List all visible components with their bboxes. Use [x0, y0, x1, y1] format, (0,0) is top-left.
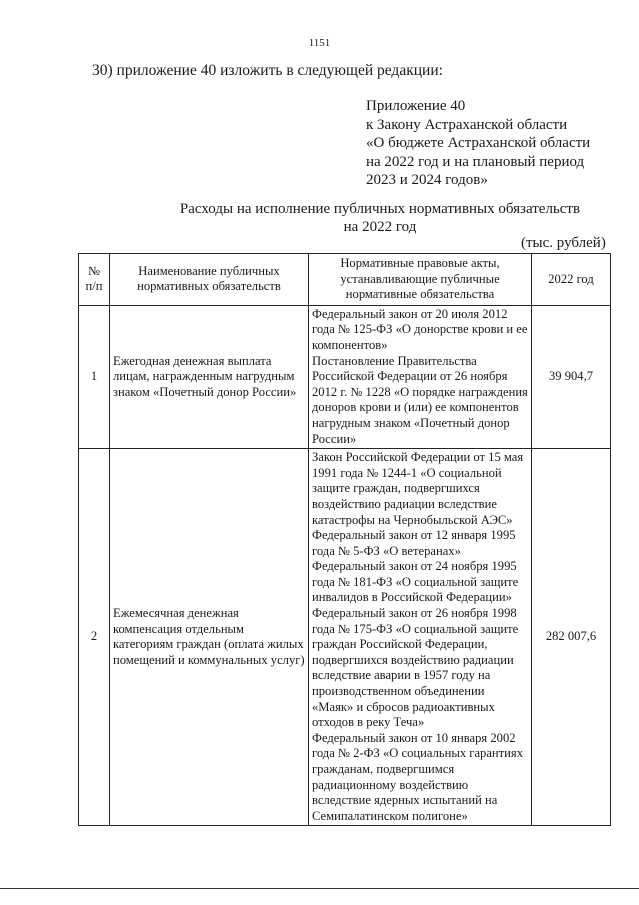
units-label: (тыс. рублей): [521, 235, 606, 251]
table-row: [79, 449, 611, 826]
legal-act: Закон Российской Федерации от 15 мая 1991 года № 1244-1 «О социальной защите граждан, подвергшихся воздействию радиации вследствие катастрофы на Чернобыльской АЭС»: [312, 450, 524, 527]
legal-act: Федеральный закон от 20 июля 2012 года № 125-ФЗ «О донорстве крови и ее компонентов»: [312, 306, 528, 352]
header-acts: Нормативные правовые акты, устанавливающие публичные нормативные обязательства: [309, 254, 532, 306]
header-year: 2022 год: [532, 254, 611, 306]
header-name: Наименование публичных нормативных обязательств: [110, 254, 309, 306]
legal-acts: [309, 305, 532, 448]
title-line: Расходы на исполнение публичных нормативных обязательств: [179, 201, 581, 217]
obligations-table: [78, 253, 611, 826]
table-row: [79, 305, 611, 448]
legal-acts: [309, 449, 532, 826]
legal-act: Федеральный закон от 24 ноября 1995 года № 181-ФЗ «О социальной защите инвалидов в Российской Федерации»: [312, 559, 519, 605]
amendment-instruction: 30) приложение 40 изложить в следующей редакции:: [92, 62, 443, 79]
document-title: [0, 200, 639, 236]
amount-2022: 282 007,6: [532, 449, 611, 826]
bottom-rule: [0, 888, 639, 889]
appendix-line: Приложение 40: [366, 98, 466, 114]
obligation-name: Ежегодная денежная выплата лицам, награжденным нагрудным знаком «Почетный донор России»: [110, 305, 309, 448]
row-number: 1: [79, 305, 110, 448]
header-num: № п/п: [79, 254, 110, 306]
amount-2022: 39 904,7: [532, 305, 611, 448]
legal-act: Федеральный закон от 10 января 2002 года № 2-ФЗ «О социальных гарантиях гражданам, подвергшимся радиационному воздействию вследствие ядерных испытаний на Семипалатинском полигоне»: [312, 730, 523, 823]
appendix-line: «О бюджете Астраханской области: [366, 135, 591, 151]
table-body: [79, 305, 611, 826]
appendix-heading: [366, 97, 590, 190]
page-number: 1151: [308, 37, 331, 49]
obligation-name: Ежемесячная денежная компенсация отдельным категориям граждан (оплата жилых помещений и коммунальных услуг): [110, 449, 309, 826]
row-number: 2: [79, 449, 110, 826]
appendix-line: к Закону Астраханской области: [366, 116, 568, 133]
table-header-row: [79, 254, 611, 306]
title-line: на 2022 год: [343, 219, 417, 235]
legal-act: Постановление Правительства Российской Федерации от 26 ноября 2012 г. № 1228 «О порядке награждения доноров крови и (или) ее компонентов нагрудным знаком «Почетный донор России»: [312, 353, 528, 446]
appendix-line: на 2022 год и на плановый период: [366, 153, 585, 170]
legal-act: Федеральный закон от 12 января 1995 года № 5-ФЗ «О ветеранах»: [312, 528, 516, 558]
appendix-line: 2023 и 2024 годов»: [366, 172, 488, 188]
legal-act: Федеральный закон от 26 ноября 1998 года № 175-ФЗ «О социальной защите граждан Российской Федерации, подвергшихся воздействию радиации вследствие аварии в 1957 году на производственном объединении «Маяк» и сбросов радиоактивных отходов в реку Теча»: [312, 606, 519, 730]
